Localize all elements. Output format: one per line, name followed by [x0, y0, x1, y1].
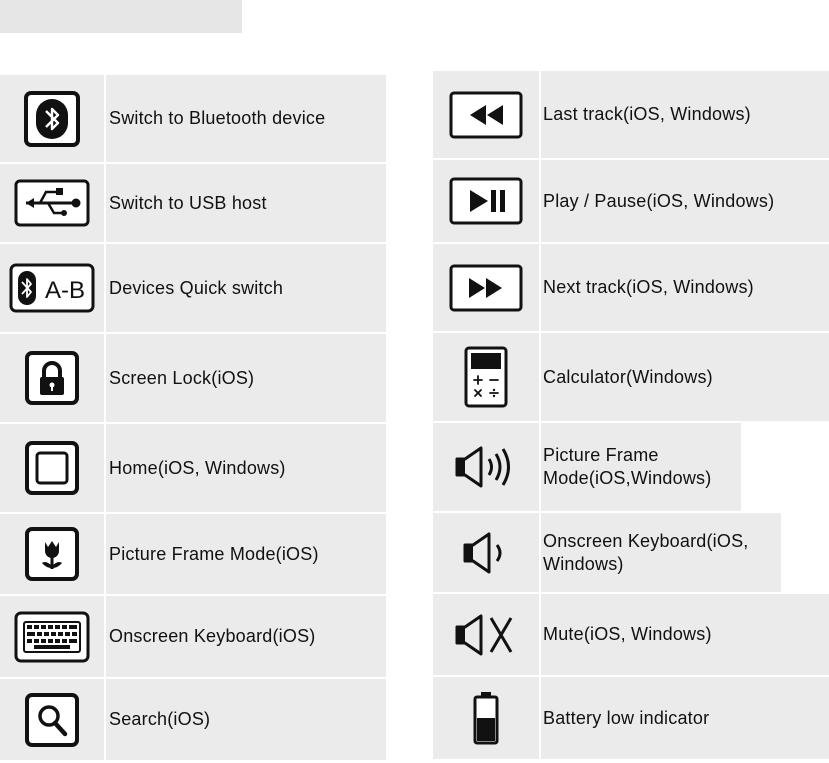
usb-icon: [0, 164, 104, 242]
function-label: Switch to USB host: [106, 164, 386, 242]
table-row: [0, 679, 386, 760]
table-row: [0, 514, 386, 594]
function-label: Next track(iOS, Windows): [541, 244, 829, 331]
volume-down-icon: [433, 513, 539, 592]
function-label: Calculator(Windows): [541, 333, 829, 421]
function-label: Devices Quick switch: [106, 244, 386, 332]
table-row: [433, 160, 829, 242]
table-row: [0, 164, 386, 242]
battery-low-icon: [433, 677, 539, 759]
keyboard-icon: [0, 596, 104, 677]
function-label: Last track(iOS, Windows): [541, 71, 829, 158]
search-icon: [0, 679, 104, 760]
function-label: Battery low indicator: [541, 677, 829, 759]
rewind-icon: [433, 71, 539, 158]
function-label: Picture Frame Mode(iOS,Windows): [541, 423, 741, 511]
volume-up-icon: [433, 423, 539, 511]
flower-icon: [0, 514, 104, 594]
play-pause-icon: [433, 160, 539, 242]
function-label: Onscreen Keyboard(iOS): [106, 596, 386, 677]
calculator-icon: [433, 333, 539, 421]
function-label: Play / Pause(iOS, Windows): [541, 160, 829, 242]
function-label: Mute(iOS, Windows): [541, 594, 829, 675]
lock-icon: [0, 334, 104, 422]
table-row: [0, 424, 386, 512]
table-row: [433, 333, 829, 421]
table-row: [433, 423, 829, 511]
table-row: [0, 334, 386, 422]
function-label: Search(iOS): [106, 679, 386, 760]
table-row: [433, 71, 829, 158]
function-label: Picture Frame Mode(iOS): [106, 514, 386, 594]
table-row: [433, 513, 829, 592]
icon-text: A-B: [44, 277, 86, 304]
function-label: Home(iOS, Windows): [106, 424, 386, 512]
left-function-table: [0, 75, 386, 760]
header-bar: [0, 0, 242, 33]
home-icon: [0, 424, 104, 512]
table-row: [0, 75, 386, 162]
table-row: [433, 244, 829, 331]
table-row: [433, 677, 829, 759]
right-function-table: [433, 71, 829, 759]
function-label: Switch to Bluetooth device: [106, 75, 386, 162]
table-row: [0, 596, 386, 677]
function-label: Onscreen Keyboard(iOS, Windows): [541, 513, 781, 592]
function-label: Screen Lock(iOS): [106, 334, 386, 422]
table-row: [0, 244, 386, 332]
bluetooth-icon: [0, 75, 104, 162]
bluetooth-ab-icon: [0, 244, 104, 332]
table-row: [433, 594, 829, 675]
mute-icon: [433, 594, 539, 675]
fast-forward-icon: [433, 244, 539, 331]
